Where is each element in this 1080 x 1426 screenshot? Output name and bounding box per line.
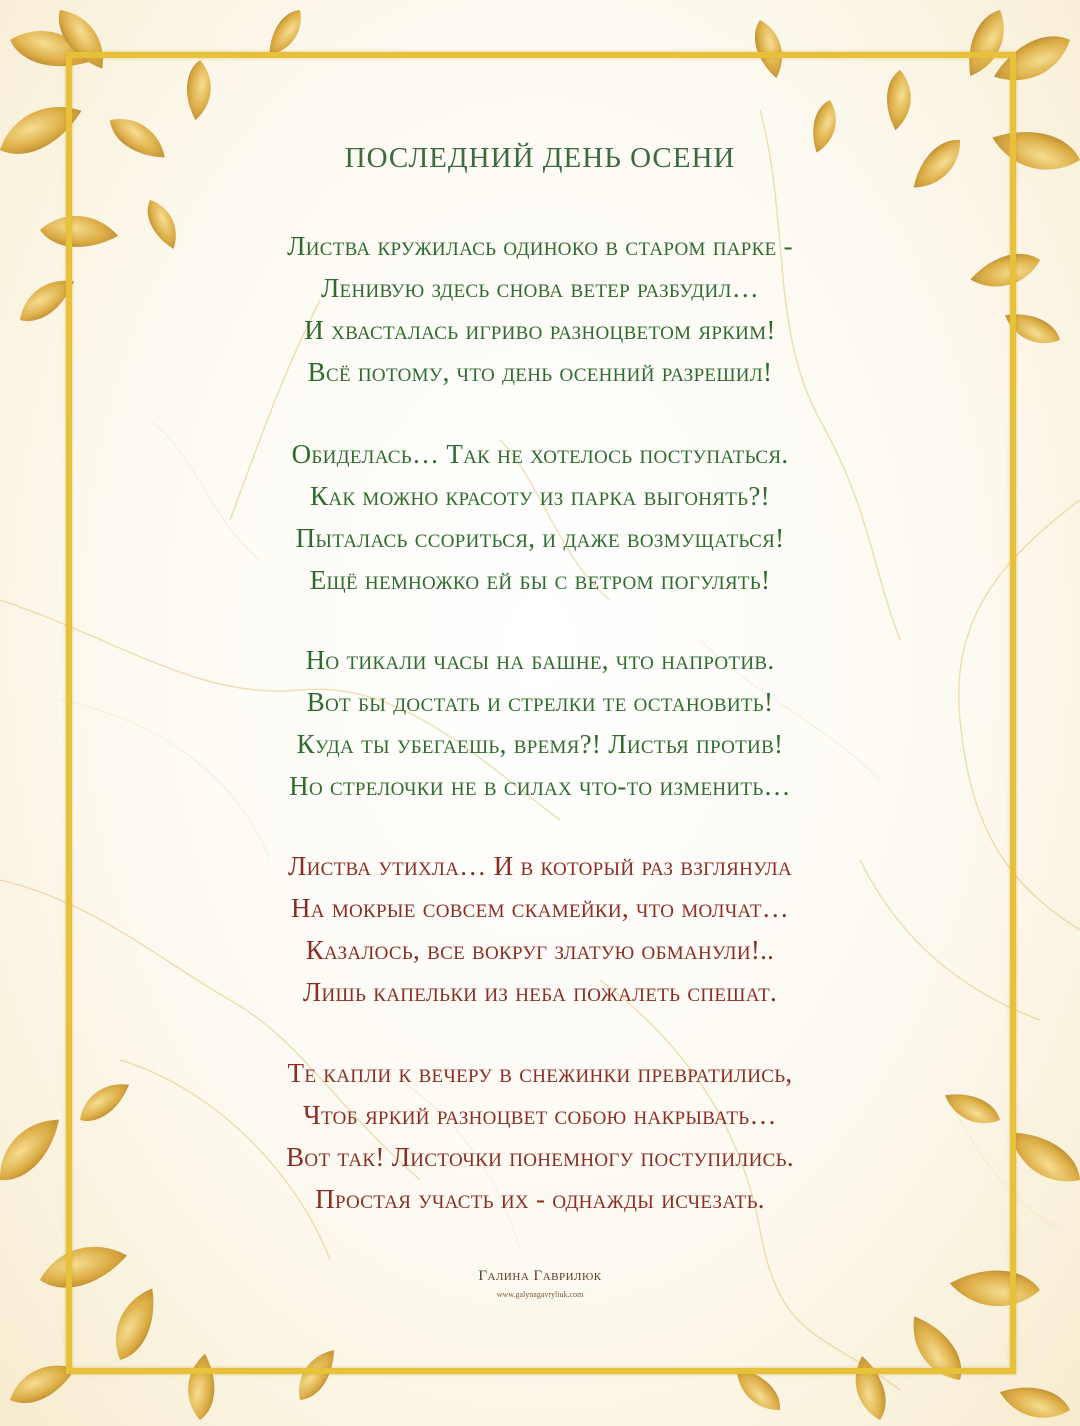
poem-line: Чтоб яркий разноцвет собою накрывать… [303,1100,777,1130]
stanza-2 [0,433,1080,601]
author-name: Галина Гаврилюк [478,1268,602,1284]
stanza-5 [0,1052,1080,1220]
poem-line: Обиделась… Так не хотелось поступаться. [291,439,789,469]
poem-line: На мокрые совсем скамейки, что молчат… [290,893,790,923]
poem-line: Листва кружилась одиноко в старом парке - [287,231,793,261]
stanza-1 [0,225,1080,393]
poem-line: Простая участь их - однажды исчезать. [315,1184,765,1214]
stanza-3 [0,639,1080,807]
poem-line: Те капли к вечеру в снежинки превратились, [287,1058,793,1088]
poem-line: Всё потому, что день осенний разрешил! [307,357,773,387]
poem-line: Ещё немножко ей бы с ветром погулять! [309,565,771,595]
author-website: www.galynagavryliuk.com [496,1290,584,1299]
poem-line: И хвасталась игриво разноцветом ярким! [304,315,776,345]
poem-line: Как можно красоту из парка выгонять?! [310,481,770,511]
poem-line: Вот так! Листочки понемногу поступились. [286,1142,794,1172]
poem-line: Пыталась ссориться, и даже возмущаться! [295,523,785,553]
poem-title: ПОСЛЕДНИЙ ДЕНЬ ОСЕНИ [344,142,736,174]
poem-line: Листва утихла… И в который раз взглянула [288,851,792,881]
stanza-4 [0,845,1080,1013]
poem-line: Ленивую здесь снова ветер разбудил… [320,273,760,303]
poem-line: Казалось, все вокруг златую обманули!.. [305,935,775,965]
poem-line: Вот бы достать и стрелки те остановить! [306,687,774,717]
poem-line: Куда ты убегаешь, время?! Листья против! [296,729,784,759]
poem-line: Но тикали часы на башне, что напротив. [305,645,775,675]
poem-line: Но стрелочки не в силах что-то изменить… [289,771,791,801]
poem-line: Лишь капельки из неба пожалеть спешат. [302,977,778,1007]
